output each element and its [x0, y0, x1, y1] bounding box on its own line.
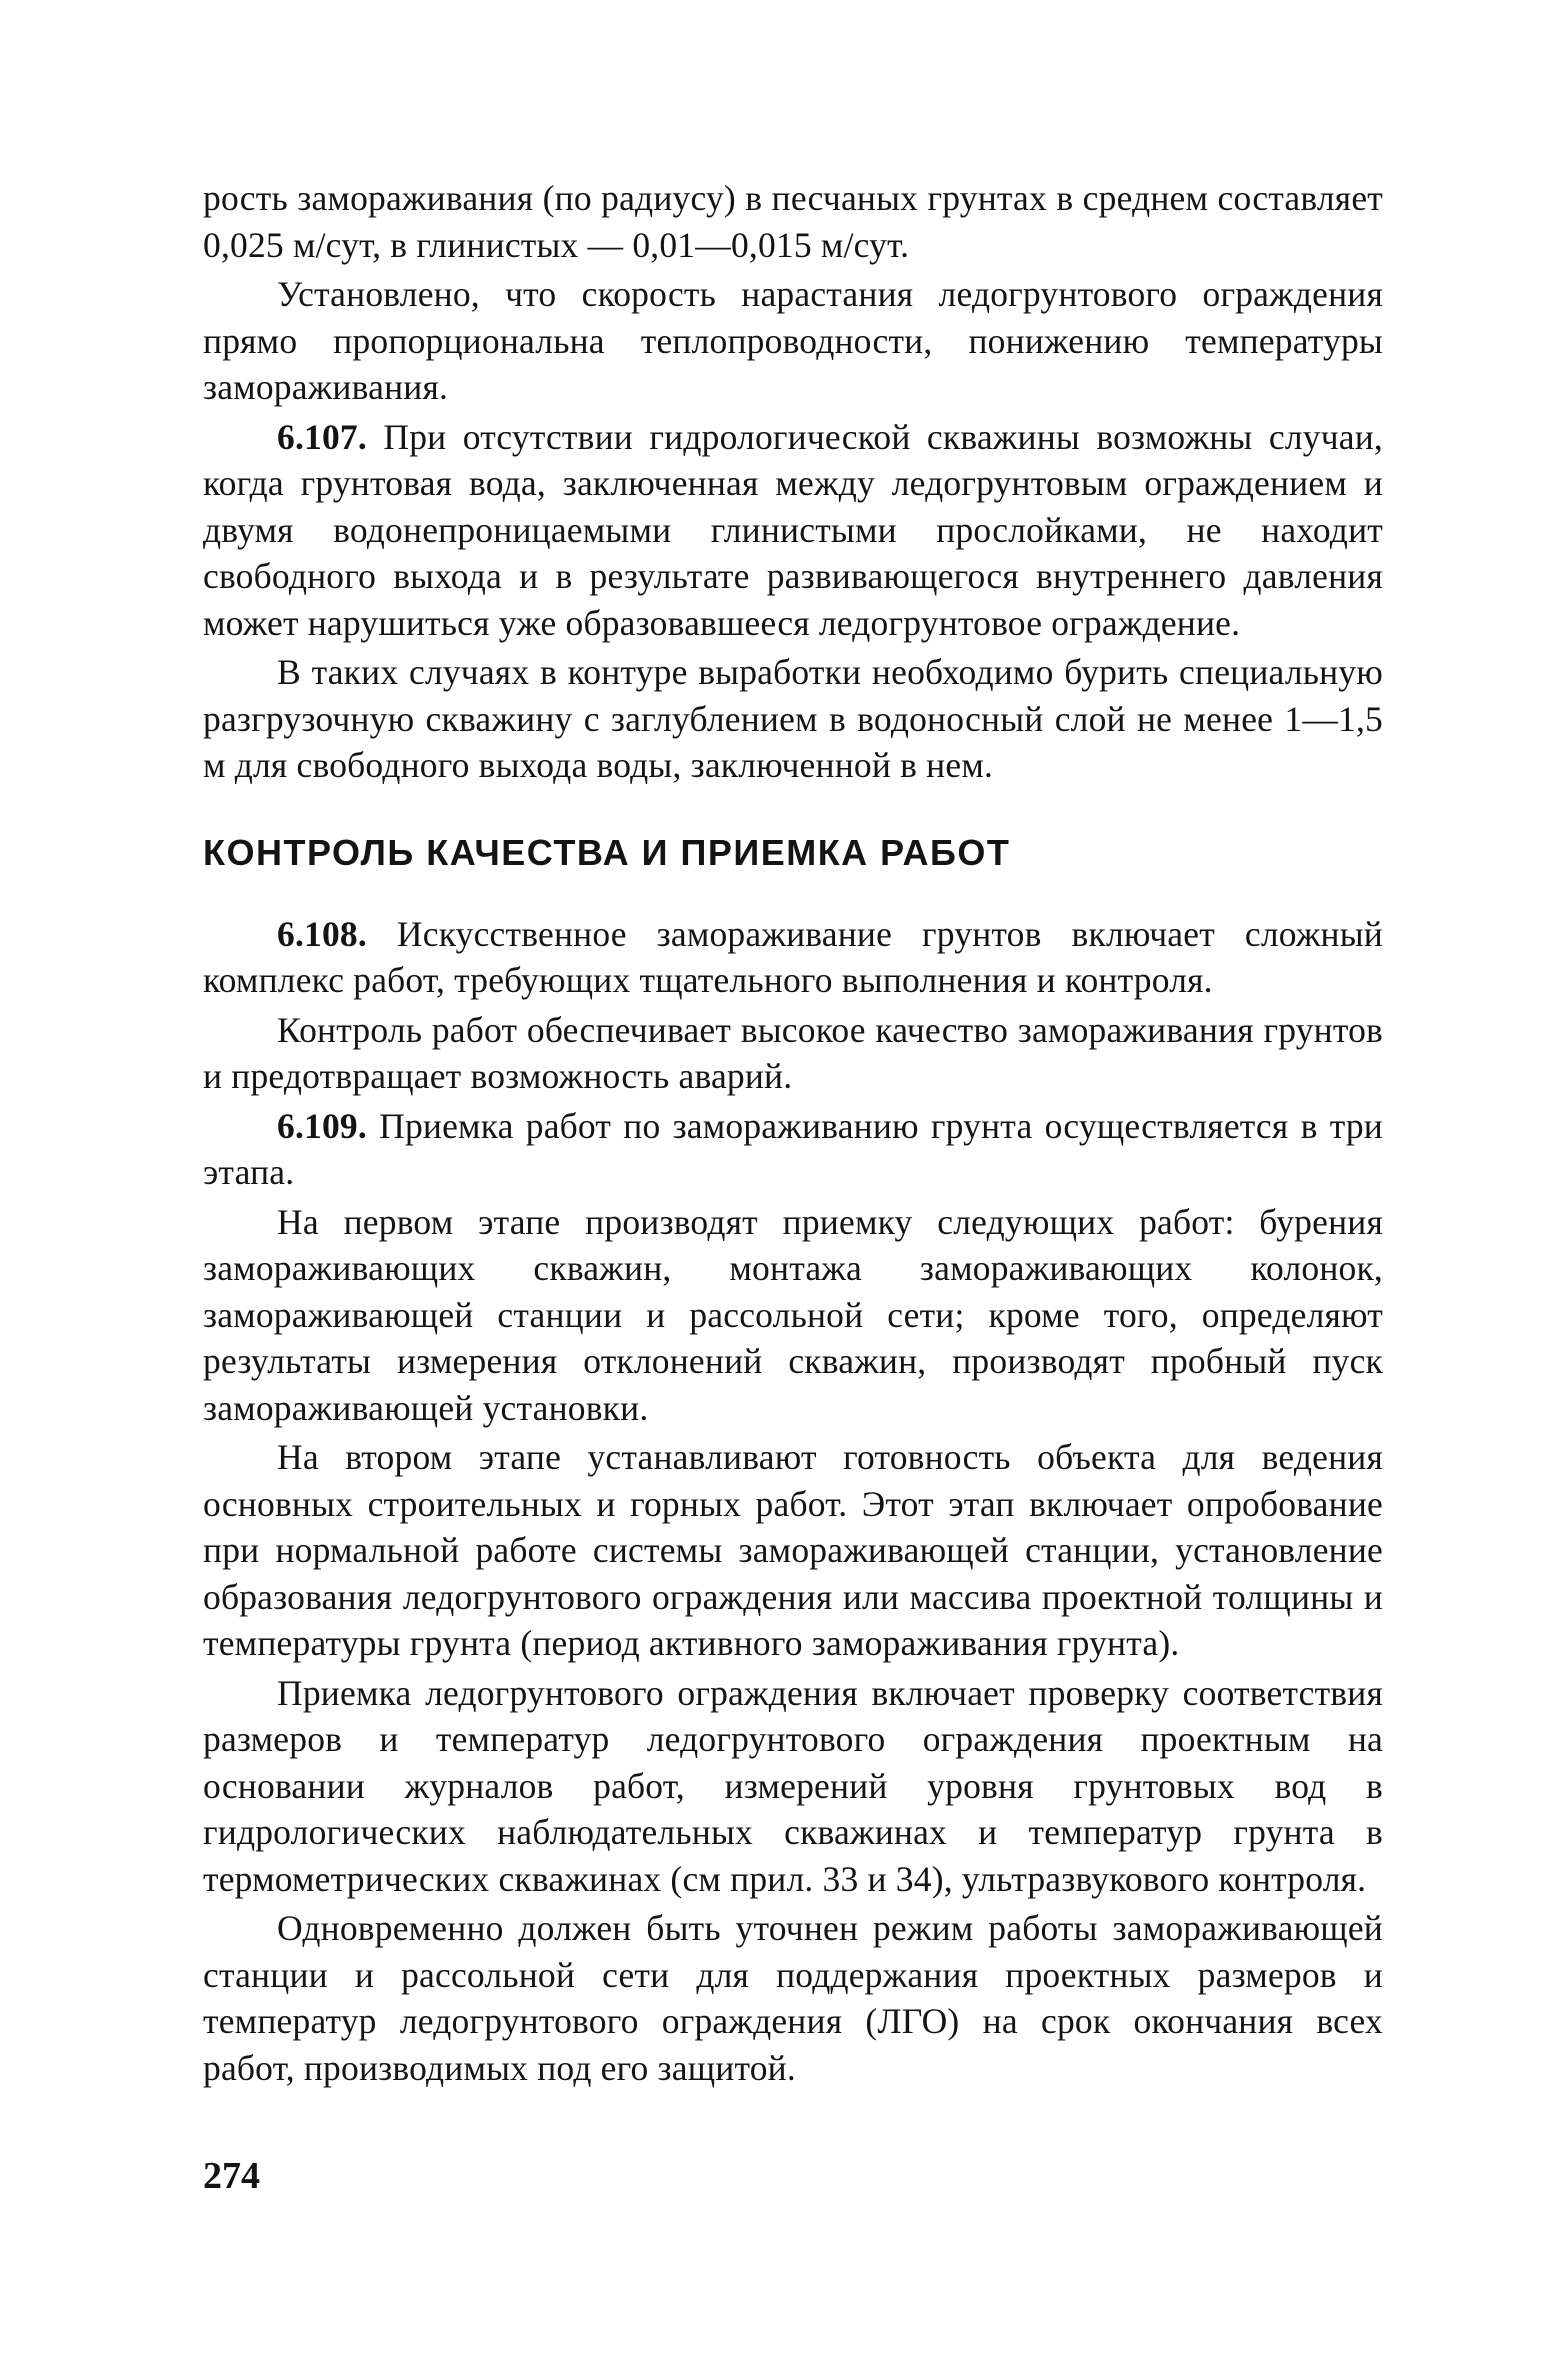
- clause-6-107: [203, 414, 1383, 647]
- clause-number: 6.107.: [277, 416, 367, 457]
- paragraph: [203, 1007, 1383, 1100]
- paragraph-text: Установлено, что скорость нарастания ледогрунтового ограждения прямо пропорциональна теплопроводности, понижению температуры замораживания.: [203, 274, 1383, 407]
- paragraph-text: На втором этапе устанавливают готовность объекта для ведения основных строительных и горных работ. Этот этап включает опробование при нормальной работе системы замораживающей станции, установление образования ледогрунтового ограждения или массива проектной толщины и температуры грунта (период активного замораживания грунта).: [203, 1437, 1383, 1663]
- paragraph: [203, 1434, 1383, 1667]
- clause-number: 6.109.: [277, 1105, 367, 1146]
- paragraph-text: Приемка работ по замораживанию грунта осуществляется в три этапа.: [203, 1105, 1383, 1192]
- clause-number: 6.108.: [277, 913, 367, 954]
- page-number: 274: [203, 2155, 260, 2197]
- paragraph: [203, 271, 1383, 411]
- clause-6-109: [203, 1103, 1383, 1196]
- paragraph-text: В таких случаях в контуре выработки необходимо бурить специальную разгрузочную скважину с заглублением в водоносный слой не менее 1—1,5 м для свободного выхода воды, заключенной в нем.: [203, 652, 1383, 785]
- paragraph: [203, 1905, 1383, 2091]
- paragraph-text: рость замораживания (по радиусу) в песчаных грунтах в среднем составляет 0,025 м/сут, в глинистых — 0,01—0,015 м/сут.: [203, 178, 1383, 265]
- paragraph-text: Контроль работ обеспечивает высокое качество замораживания грунтов и предотвращает возможность аварий.: [203, 1009, 1383, 1096]
- clause-6-108: [203, 911, 1383, 1004]
- paragraph-text: Приемка ледогрунтового ограждения включает проверку соответствия размеров и температур ледогрунтового ограждения проектным на основании журналов работ, измерений уровня грунтовых вод в гидрологических наблюдательных скважинах и температур грунта в термометрических скважинах (см прил. 33 и 34), ультразвукового контроля.: [203, 1672, 1383, 1899]
- paragraph: [203, 1199, 1383, 1432]
- paragraph-continuation: [203, 175, 1383, 268]
- paragraph-text: Одновременно должен быть уточнен режим работы замораживающей станции и рассольной сети для поддержания проектных размеров и температур ледогрунтового ограждения (ЛГО) на срок окончания всех работ, производимых под его защитой.: [203, 1908, 1383, 2088]
- paragraph: [203, 1670, 1383, 1903]
- paragraph-text: На первом этапе производят приемку следующих работ: бурения замораживающих скважин, монтажа замораживающих колонок, замораживающей станции и рассольной сети; кроме того, определяют результаты измерения отклонений скважин, производят пробный пуск замораживающей установки.: [203, 1201, 1383, 1428]
- page-body: [203, 175, 1383, 2091]
- paragraph-text: Искусственное замораживание грунтов включает сложный комплекс работ, требующих тщательного выполнения и контроля.: [203, 913, 1383, 1000]
- section-heading: КОНТРОЛЬ КАЧЕСТВА И ПРИЕМКА РАБОТ: [203, 831, 1011, 873]
- paragraph-text: При отсутствии гидрологической скважины возможны случаи, когда грунтовая вода, заключенная между ледогрунтовым ограждением и двумя водонепроницаемыми глинистыми прослойками, не находит свободного выхода и в результате развивающегося внутреннего давления может нарушиться уже образовавшееся ледогрунтовое ограждение.: [203, 416, 1383, 643]
- paragraph: [203, 649, 1383, 789]
